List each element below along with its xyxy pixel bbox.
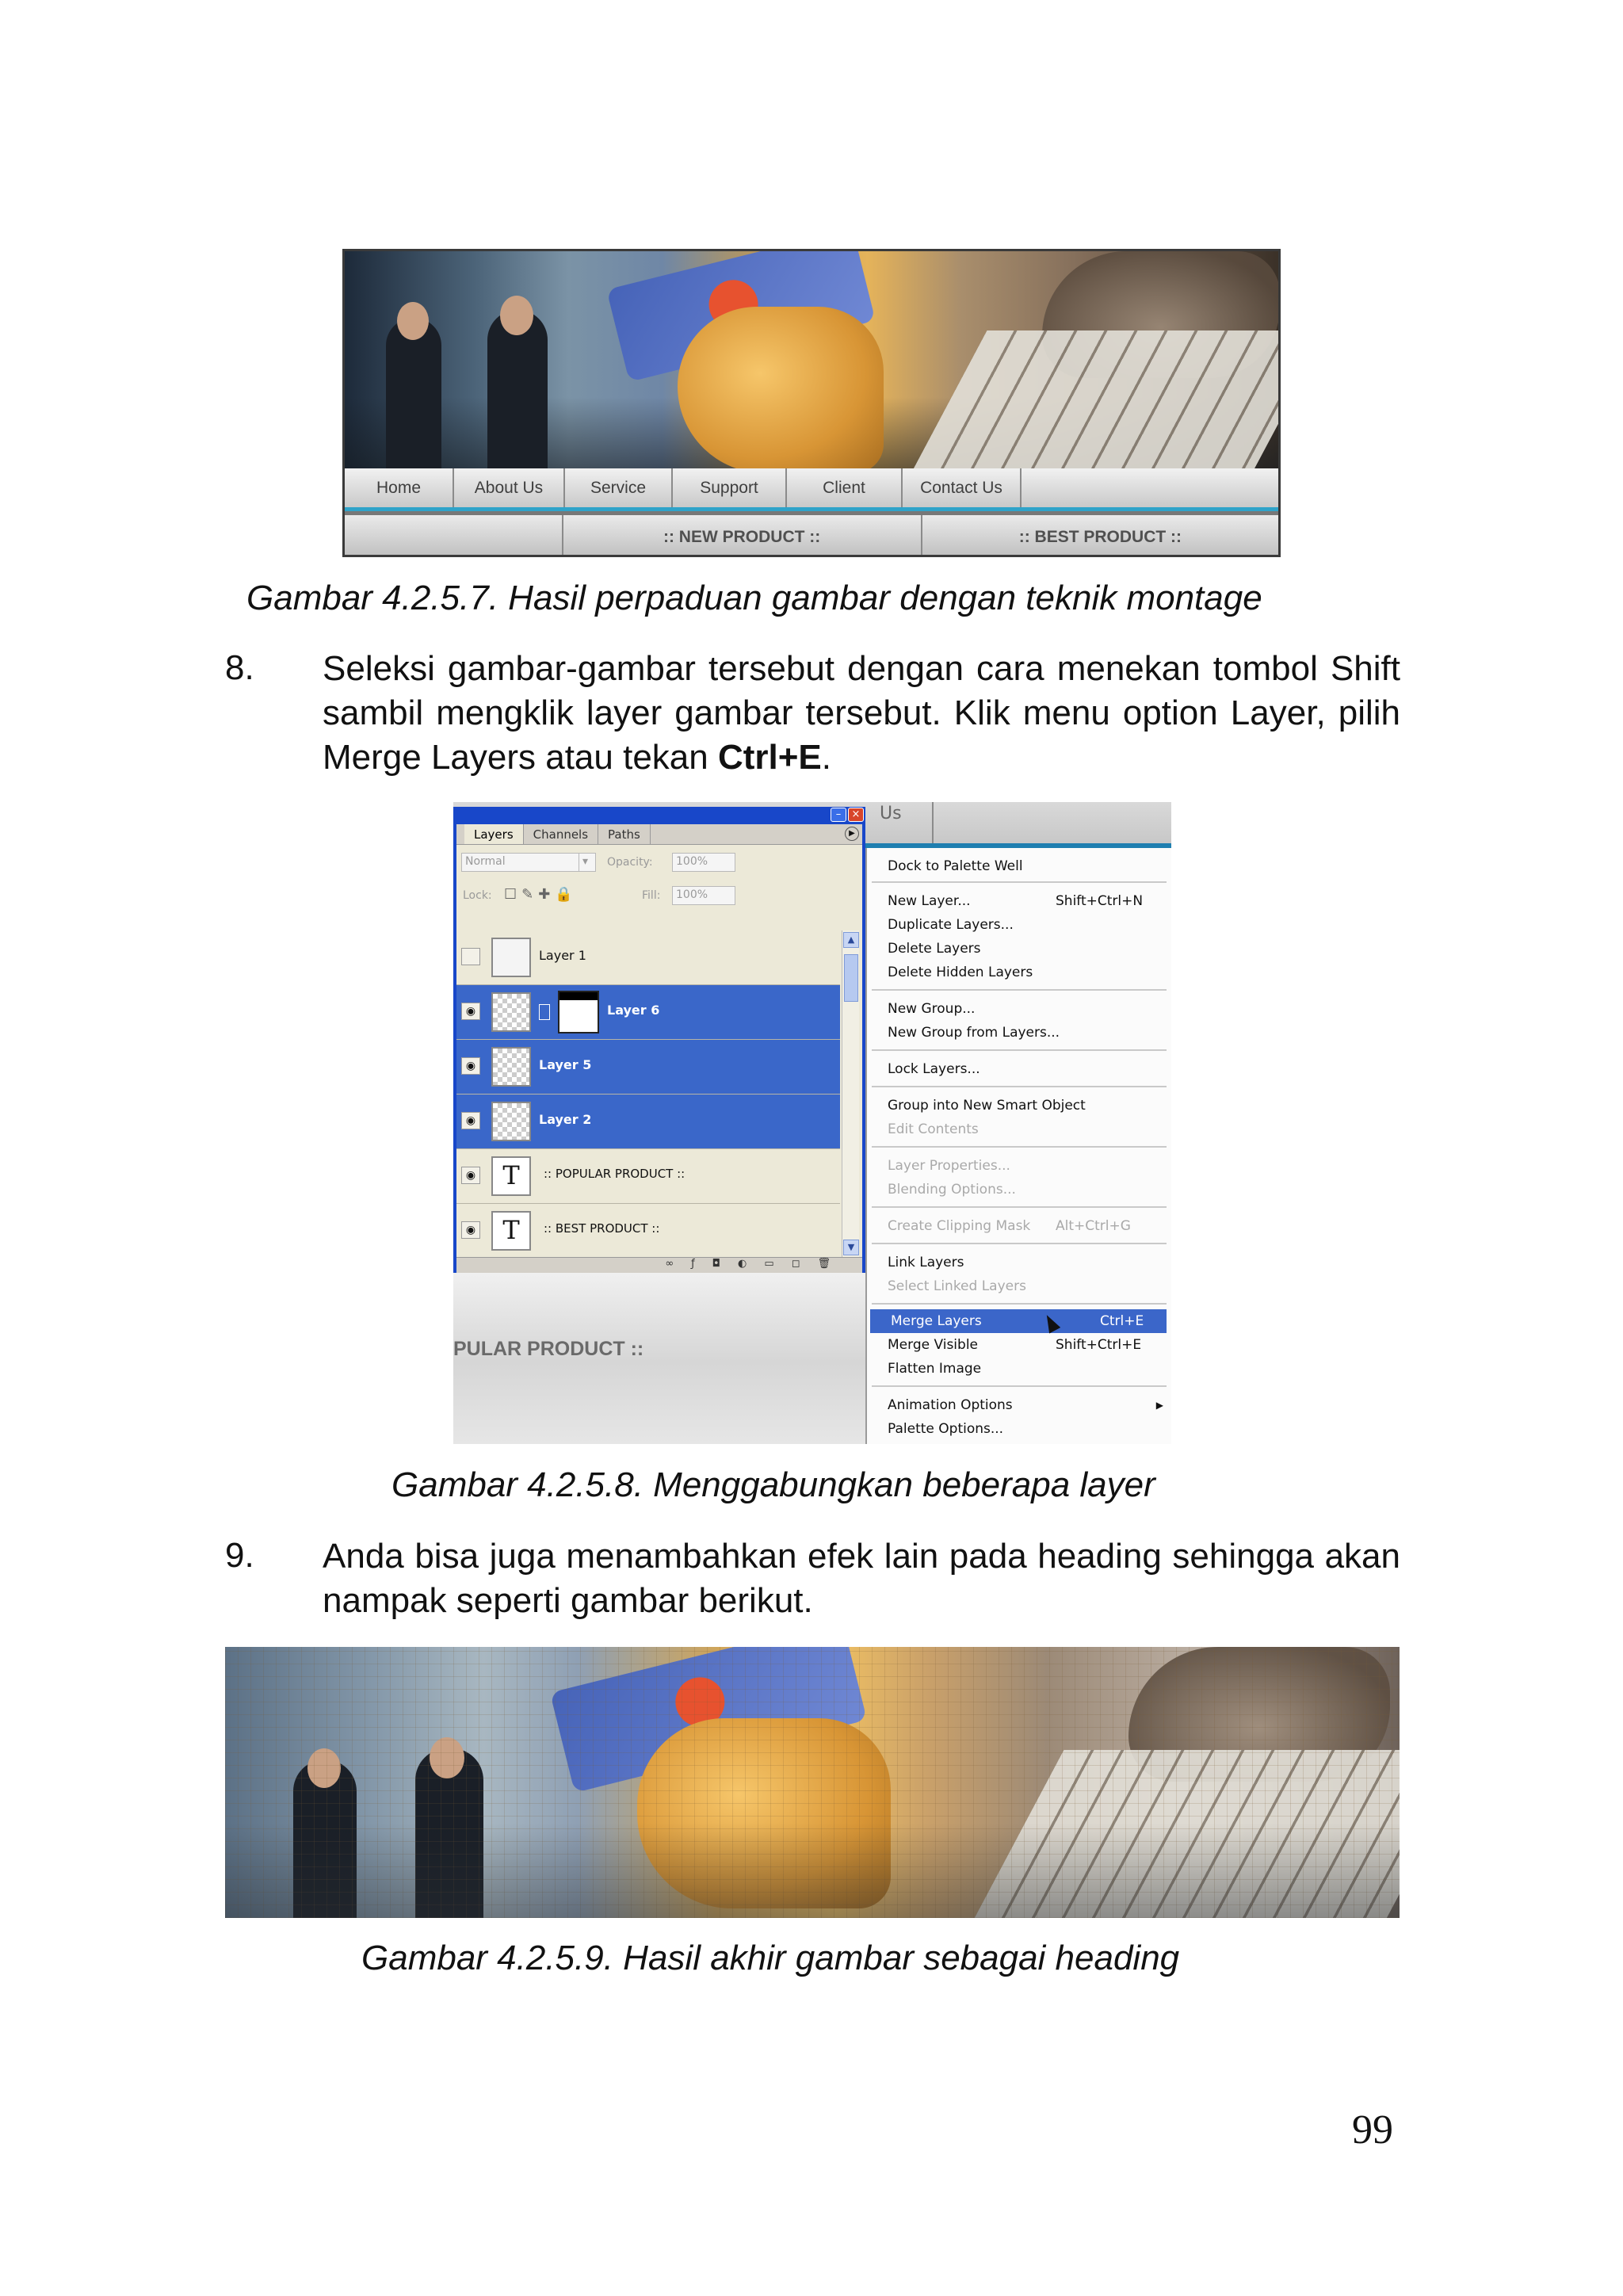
product-bar-spacer: [345, 515, 563, 557]
step-9-text: Anda bisa juga menambahkan efek lain pada heading sehingga akan nampak seperti gambar berikut.: [323, 1537, 1400, 1620]
menu-new-group[interactable]: New Group...: [888, 1001, 976, 1017]
layer-row[interactable]: [456, 1095, 840, 1149]
layer-name: Layer 5: [539, 1057, 592, 1072]
website-header-figure: [342, 249, 1281, 557]
lock-label: Lock:: [463, 889, 492, 902]
menu-create-clipping-mask: [867, 1214, 1171, 1238]
hand-image: [678, 307, 884, 468]
new-group-icon[interactable]: ▭: [764, 1258, 774, 1270]
step-8-text: [323, 647, 1400, 780]
nav-about-us: About Us: [454, 468, 565, 507]
link-chain-icon: [539, 1004, 550, 1020]
blend-mode-select[interactable]: Normal: [461, 853, 596, 872]
menu-separator: [872, 881, 1167, 883]
submenu-arrow-icon: ▶: [1155, 1400, 1163, 1411]
layer-name: Layer 6: [607, 1003, 660, 1018]
trash-icon[interactable]: 🗑: [817, 1258, 831, 1270]
layer-name: Layer 2: [539, 1112, 592, 1127]
menu-new-group-from-layers[interactable]: New Group from Layers...: [888, 1025, 1060, 1041]
background-popular-text: PULAR PRODUCT ::: [453, 1338, 644, 1360]
menu-merge-layers[interactable]: [870, 1309, 1167, 1333]
layers-scrollbar[interactable]: [842, 930, 859, 1257]
menu-merge-visible-label: Merge Visible: [888, 1337, 979, 1353]
fill-label: Fill:: [642, 889, 661, 902]
menu-separator: [872, 1049, 1167, 1051]
menu-separator: [872, 1146, 1167, 1148]
scroll-down-icon[interactable]: ▼: [843, 1240, 859, 1255]
blend-row: [456, 848, 862, 880]
lock-row: [456, 881, 862, 913]
close-icon[interactable]: ×: [848, 808, 864, 822]
background-nav-us: Us: [870, 802, 934, 843]
menu-separator: [872, 1385, 1167, 1387]
menu-separator: [872, 989, 1167, 991]
nav-support: Support: [673, 468, 787, 507]
layer-thumbnail: [491, 938, 531, 977]
menu-duplicate-layers[interactable]: Duplicate Layers...: [888, 917, 1014, 933]
menu-separator: [872, 1303, 1167, 1305]
nav-client: Client: [787, 468, 903, 507]
scroll-up-icon[interactable]: ▲: [843, 932, 859, 948]
eye-icon[interactable]: ◉: [461, 1057, 480, 1075]
fill-input[interactable]: 100%: [672, 886, 735, 905]
tab-layers[interactable]: Layers: [464, 824, 524, 844]
nav-contact-us: Contact Us: [903, 468, 1022, 507]
layer-row[interactable]: [456, 985, 840, 1040]
layer-thumbnail: [491, 992, 531, 1032]
menu-dock-palette[interactable]: Dock to Palette Well: [888, 858, 1023, 874]
eye-icon[interactable]: ◉: [461, 1221, 480, 1239]
menu-merge-shortcut: Ctrl+E: [1100, 1313, 1144, 1329]
layer-name: :: BEST PRODUCT ::: [544, 1221, 660, 1236]
layer-name: Layer 1: [539, 948, 586, 963]
text-layer-icon: T: [491, 1211, 531, 1251]
menu-clipping-shortcut: Alt+Ctrl+G: [1056, 1218, 1131, 1234]
new-product-label: :: NEW PRODUCT ::: [563, 515, 922, 557]
nav-home: Home: [345, 468, 454, 507]
layer-row[interactable]: [456, 1204, 840, 1259]
layers-panel: [453, 807, 865, 1273]
product-bar: [345, 515, 1278, 557]
menu-blending-options: Blending Options...: [888, 1182, 1016, 1198]
menu-new-layer-label: New Layer...: [888, 893, 971, 909]
add-mask-icon[interactable]: ◘: [712, 1258, 721, 1270]
businessman-figure: [386, 318, 441, 468]
panel-tabs: [456, 824, 862, 845]
best-product-label: :: BEST PRODUCT ::: [1018, 528, 1182, 546]
lock-icons[interactable]: ☐✎✚🔒: [504, 886, 578, 903]
menu-separator: [872, 1206, 1167, 1208]
layer-row[interactable]: [456, 1040, 840, 1095]
menu-separator: [872, 1243, 1167, 1244]
layer-thumbnail: [491, 1047, 531, 1087]
menu-palette-options[interactable]: Palette Options...: [888, 1421, 1004, 1437]
minimize-icon[interactable]: –: [831, 808, 846, 822]
menu-delete-hidden-layers[interactable]: Delete Hidden Layers: [888, 965, 1033, 980]
menu-flatten-image[interactable]: Flatten Image: [888, 1361, 982, 1377]
step-number-9: 9.: [225, 1536, 254, 1575]
text-layer-icon: T: [491, 1156, 531, 1196]
nav-bar: [345, 468, 1278, 511]
menu-merge-visible[interactable]: [867, 1333, 1171, 1357]
adjustment-layer-icon[interactable]: ◐: [738, 1258, 747, 1270]
menu-group-smart-object[interactable]: Group into New Smart Object: [888, 1098, 1086, 1114]
layer-style-icon[interactable]: ƒ: [691, 1258, 695, 1270]
tab-paths[interactable]: Paths: [598, 824, 651, 844]
menu-link-layers[interactable]: Link Layers: [888, 1255, 964, 1270]
page-number: 99: [1352, 2107, 1393, 2153]
eye-icon[interactable]: ◉: [461, 1003, 480, 1020]
menu-select-linked-layers: Select Linked Layers: [888, 1278, 1026, 1294]
nav-service: Service: [565, 468, 673, 507]
step-8-end: .: [821, 738, 832, 777]
layers-list: [456, 930, 840, 1257]
tab-channels[interactable]: Channels: [524, 824, 598, 844]
banner-image: [345, 251, 1278, 468]
bottom-shade: [225, 1823, 1400, 1918]
layer-name: :: POPULAR PRODUCT ::: [544, 1167, 685, 1181]
chevron-down-icon[interactable]: ▾: [579, 853, 596, 872]
menu-merge-label: Merge Layers: [891, 1313, 982, 1329]
link-layers-icon[interactable]: ∞: [665, 1258, 674, 1270]
layer-thumbnail: [491, 1102, 531, 1141]
figure-caption-3: Gambar 4.2.5.9. Hasil akhir gambar sebagai heading: [361, 1939, 1180, 1977]
scroll-thumb[interactable]: [844, 954, 858, 1002]
opacity-input[interactable]: 100%: [672, 853, 735, 872]
menu-animation-label: Animation Options: [888, 1397, 1013, 1413]
menu-animation-options[interactable]: [867, 1393, 1171, 1417]
menu-edit-contents: Edit Contents: [888, 1121, 979, 1137]
final-heading-figure: [225, 1647, 1400, 1918]
new-layer-icon[interactable]: ◻: [791, 1258, 800, 1270]
layers-panel-menu: [865, 848, 1171, 1444]
panel-bottom-bar: [456, 1257, 862, 1273]
menu-delete-layers[interactable]: Delete Layers: [888, 941, 981, 957]
step-8-body: Seleksi gambar-gambar tersebut dengan cara menekan tombol Shift sambil mengklik layer gambar tersebut. Klik menu option Layer, pilih Merge Layers atau tekan: [323, 649, 1400, 777]
layer-row[interactable]: [456, 930, 840, 985]
menu-lock-layers[interactable]: Lock Layers...: [888, 1061, 980, 1077]
step-number-8: 8.: [225, 648, 254, 687]
menu-merge-visible-shortcut: Shift+Ctrl+E: [1056, 1337, 1142, 1353]
eye-icon[interactable]: ◉: [461, 1167, 480, 1184]
step-8-shortcut: Ctrl+E: [717, 738, 822, 777]
figure-caption-2: Gambar 4.2.5.8. Menggabungkan beberapa layer: [391, 1465, 1155, 1504]
window-buttons: [831, 808, 864, 822]
layer-row[interactable]: [456, 1149, 840, 1204]
photoshop-layers-figure: [453, 802, 1171, 1444]
menu-clipping-label: Create Clipping Mask: [888, 1218, 1031, 1234]
eye-icon[interactable]: ◉: [461, 1112, 480, 1129]
layer-mask-thumbnail: [558, 991, 599, 1033]
businessman-head: [500, 296, 533, 335]
opacity-label: Opacity:: [607, 856, 653, 869]
visibility-toggle[interactable]: [461, 948, 480, 965]
figure-caption-1: Gambar 4.2.5.7. Hasil perpaduan gambar dengan teknik montage: [246, 579, 1262, 617]
menu-new-layer-shortcut: Shift+Ctrl+N: [1056, 893, 1144, 909]
keyboard-image: [907, 330, 1278, 468]
businessman-head: [397, 302, 429, 340]
menu-new-layer[interactable]: [867, 889, 1171, 913]
panel-menu-icon[interactable]: ▶: [845, 827, 859, 841]
menu-layer-properties: Layer Properties...: [888, 1158, 1010, 1174]
menu-separator: [872, 1086, 1167, 1087]
